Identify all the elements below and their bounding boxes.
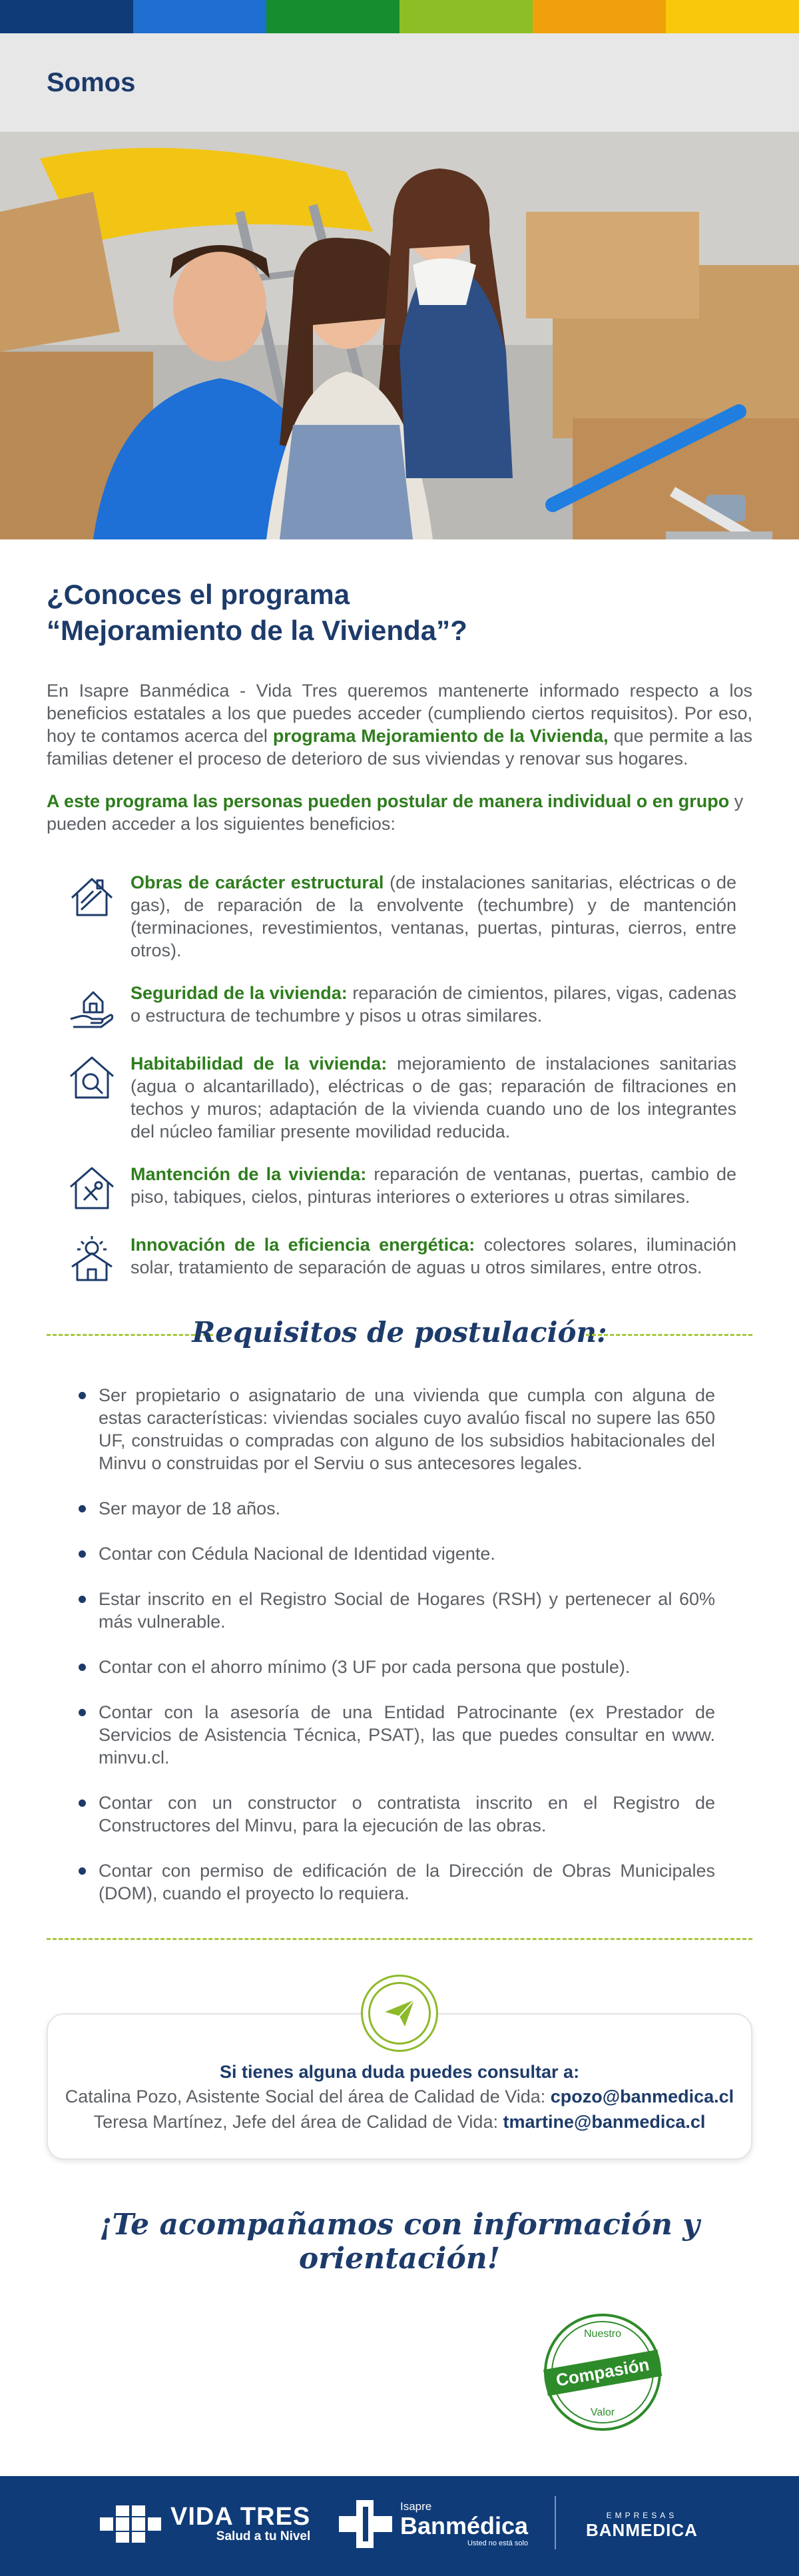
contact-person-2: Teresa Martínez, Jefe del área de Calidad de Vida: [93, 2112, 503, 2132]
contact-icon-badge [361, 1975, 438, 2052]
benefit-title: Mantención de la vivienda: [131, 1164, 367, 1184]
empresas-name: BANMEDICA [586, 2520, 698, 2540]
paper-plane-icon [382, 1996, 417, 2031]
program-title-line-1: ¿Conoces el programa [47, 579, 350, 610]
banmedica-cross-icon [336, 2497, 395, 2551]
home-tools-icon [67, 1163, 117, 1213]
dashed-divider [47, 1938, 752, 1940]
benefit-item [47, 871, 752, 962]
requirement-item: Ser propietario o asignatario de una vivienda que cumpla con alguna de estas características: viviendas sociales cuyo avalúo fiscal no supere las 650 UF, construidas o compradas con alguno de los subsidios habitacionales del Minvu o construidas por el Serviu o sus antecesores legales. [99, 1385, 715, 1473]
footer-separator [555, 2496, 556, 2549]
requirement-item: Contar con la asesoría de una Entidad Patrocinante (ex Prestador de Servicios de Asistencia Técnica, PSAT), las que puedes consultar en www. minvu.cl. [99, 1702, 715, 1768]
program-title-line-2: “Mejoramiento de la Vivienda”? [47, 615, 467, 646]
requirement-item: Ser mayor de 18 años. [99, 1497, 715, 1520]
brand-color-bar [0, 0, 799, 33]
dashed-divider-right [586, 1334, 752, 1336]
requirements-list [47, 1384, 752, 1905]
banmedica-name: Banmédica [400, 2512, 529, 2539]
benefit-item [47, 1163, 752, 1213]
requirement-item: Contar con el ahorro mínimo (3 UF por cada persona que postule). [99, 1656, 715, 1678]
program-name-highlight: programa Mejoramiento de la Vivienda, [272, 726, 609, 746]
benefit-title: Seguridad de la vivienda: [131, 983, 348, 1003]
home-search-icon [67, 1052, 117, 1103]
intro-paragraph [47, 679, 752, 770]
contact-line-1 [61, 2084, 738, 2109]
empresas-label: EMPRESAS [606, 2511, 678, 2520]
solar-house-icon [67, 1233, 117, 1284]
section-header [0, 33, 799, 132]
benefit-item [47, 1233, 752, 1284]
benefit-description: (de instalaciones sanitarias, eléctricas o de gas), de reparación de la envolvente (techumbre) y de mantención (terminaciones, revestimientos, ventanas, puertas, pinturas, cierros, entre otros). [131, 872, 736, 960]
banmedica-isapre-label: Isapre [400, 2500, 432, 2513]
benefit-description: reparación de cimientos, pilares, vigas, cadenas o estructura de techumbre y pisos u otras similares. [131, 983, 736, 1026]
benefit-text [131, 1233, 736, 1279]
stripe-green [266, 0, 400, 33]
contact-email-link-1[interactable]: cpozo@banmedica.cl [550, 2087, 734, 2106]
contact-title: Si tienes alguna duda puedes consultar a: [219, 2062, 580, 2082]
vida-tres-tagline: Salud a tu Nivel [216, 2529, 311, 2543]
benefit-item [47, 1052, 752, 1143]
seal-row [47, 2276, 752, 2449]
vida-tres-cross-icon [100, 2505, 162, 2543]
benefit-text [131, 1052, 736, 1143]
home-security-hand-icon [67, 982, 117, 1032]
stripe-orange [533, 0, 666, 33]
benefit-text [131, 982, 736, 1027]
intro-text-a: En Isapre Banmédica - Vida Tres queremos mantenerte informado respecto a los beneficios estatales a los que puedes acceder (cumpliendo ciertos requisitos). Por eso, hoy te contamos acerca del [47, 681, 752, 746]
slogan: ¡Te acompañamos con información y orientación! [99, 2208, 700, 2276]
benefit-text [131, 1163, 736, 1208]
contact-person-1: Catalina Pozo, Asistente Social del área de Calidad de Vida: [65, 2087, 551, 2106]
requirement-item: Contar con Cédula Nacional de Identidad vigente. [99, 1542, 715, 1565]
contact-email-link-2[interactable]: tmartine@banmedica.cl [503, 2112, 706, 2132]
empresas-banmedica-logo [586, 2511, 698, 2541]
requirement-item: Contar con un constructor o contratista inscrito en el Registro de Constructores del Minvu, para la ejecución de las obras. [99, 1793, 715, 1835]
compassion-value-seal [539, 2309, 666, 2435]
benefit-item [47, 982, 752, 1032]
seal-bottom-text: Valor [590, 2407, 615, 2418]
vida-tres-logo [100, 2504, 310, 2544]
eligibility-paragraph [47, 790, 752, 835]
benefit-description: mejoramiento de instalaciones sanitarias (agua o alcantarillado), eléctricas o de gas; reparación de filtraciones en techos y muros; adaptación de la vivienda cuando uno de los integrantes del núcleo familiar presente movilidad reducida. [131, 1054, 736, 1141]
eligibility-highlight: A este programa las personas pueden postular de manera individual o en grupo [47, 791, 730, 811]
benefit-description: reparación de ventanas, puertas, cambio de piso, tabiques, cielos, pinturas interiores o exteriores u otras similares. [131, 1164, 736, 1207]
requirements-header [47, 1311, 752, 1357]
stripe-yellow [666, 0, 799, 33]
requirements-title: Requisitos de postulación: [192, 1316, 607, 1349]
intro-text-b: que permite a las familias detener el proceso de deterioro de sus viviendas y renovar sus hogares. [47, 726, 752, 769]
stripe-lime [400, 0, 533, 33]
program-title [47, 577, 752, 649]
hero-image [0, 132, 799, 539]
footer [0, 2476, 799, 2576]
benefit-title: Innovación de la eficiencia energética: [131, 1235, 475, 1255]
seal-center-text: Compasión [554, 2354, 651, 2391]
benefit-title: Habitabilidad de la vivienda: [131, 1054, 388, 1074]
benefits-list [47, 871, 752, 1284]
benefit-description: colectores solares, iluminación solar, tratamiento de separación de aguas u otros similares, entre otros. [131, 1235, 736, 1277]
contact-section [47, 2013, 752, 2160]
family-renovating-home-photo [0, 132, 799, 539]
banmedica-logo [336, 2497, 528, 2551]
benefit-text [131, 871, 736, 962]
eligibility-text: y pueden acceder a los siguientes beneficios: [47, 791, 744, 834]
seal-top-text: Nuestro [583, 2328, 622, 2340]
house-structure-icon [67, 871, 117, 922]
contact-line-2 [61, 2109, 738, 2134]
stripe-blue [133, 0, 266, 33]
banmedica-tagline: Usted no está solo [467, 2539, 529, 2547]
benefit-title: Obras de carácter estructural [131, 872, 384, 892]
requirement-item: Estar inscrito en el Registro Social de Hogares (RSH) y pertenecer al 60% más vulnerable. [99, 1589, 715, 1632]
requirement-item: Contar con permiso de edificación de la Dirección de Obras Municipales (DOM), cuando el proyecto lo requiera. [99, 1861, 715, 1903]
vida-tres-name: VIDA TRES [170, 2503, 311, 2531]
section-title: Somos [47, 67, 136, 97]
main-content [0, 577, 799, 2449]
stripe-navy [0, 0, 133, 33]
